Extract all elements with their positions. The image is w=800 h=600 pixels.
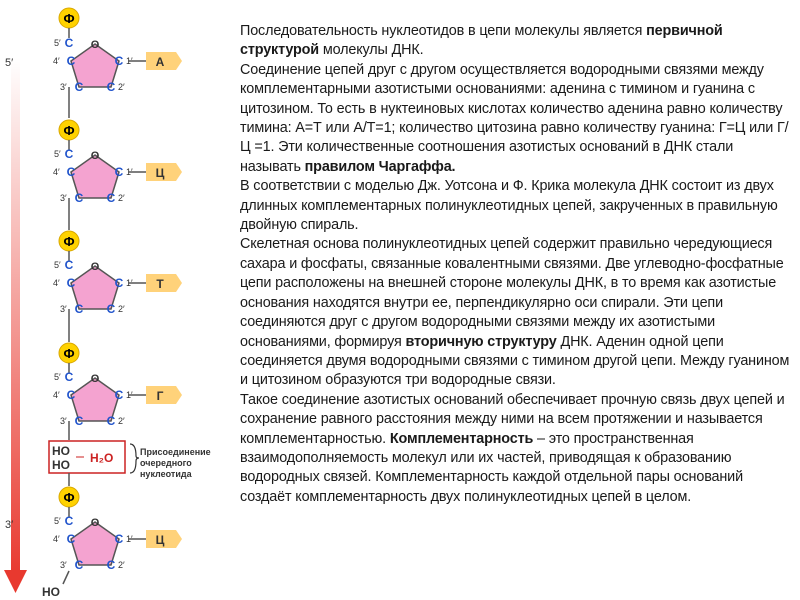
svg-text:Ф: Ф [63, 346, 75, 361]
nucleotide-chain-diagram [0, 0, 235, 600]
base-label: Г [156, 389, 164, 403]
svg-text:Ф: Ф [63, 490, 75, 505]
svg-text:3′: 3′ [60, 82, 67, 92]
c5-label: C [64, 36, 74, 50]
svg-text:нуклеотида: нуклеотида [140, 469, 192, 479]
phosphate-group [59, 487, 79, 507]
svg-text:3′: 3′ [60, 304, 67, 314]
svg-text:2′: 2′ [118, 82, 125, 92]
base-label: А [155, 55, 165, 69]
svg-text:O: O [90, 150, 100, 162]
svg-text:4′: 4′ [53, 56, 60, 66]
nucleotide-3 [53, 258, 182, 342]
base-tag [146, 386, 182, 404]
svg-text:C: C [106, 558, 116, 572]
svg-text:O: O [90, 373, 100, 385]
ho-top: HO [52, 444, 70, 458]
c2-label: C [106, 80, 116, 94]
svg-text:C: C [64, 258, 74, 272]
svg-text:2′: 2′ [118, 416, 125, 426]
paragraph-complementarity: Такое соединение азотистых оснований обеспечивает прочную связь двух цепей и сохранение равного расстояния между ними на всем протяжении и называется комплементарностью. Комплементарность – это пространственная взаимодополняемость молекул или их частей, приводящая к образованию водородных связей. Комплементарность каждой отдельной пары оснований создаёт комплементарность двух полинуклеотидных цепей в целом. [240, 391, 785, 505]
svg-text:1′: 1′ [126, 167, 133, 177]
direction-arrow [4, 58, 27, 593]
svg-text:C: C [66, 532, 76, 546]
svg-text:5′: 5′ [54, 38, 61, 48]
base-label: Т [156, 277, 164, 291]
svg-text:C: C [114, 532, 124, 546]
svg-text:C: C [66, 388, 76, 402]
paragraph-watson-crick: В соответствии с моделью Дж. Уотсона и Ф. Крика молекула ДНК состоит из двух длинных комплементарных полинуклеотидных цепей, закрученных в правильную двойную спираль. [240, 178, 778, 234]
paragraph-chargaff: Соединение цепей друг с другом осуществляется водородными связями между комплементарными азотистыми основаниями: аденина с тимином и гуанина с цитозином. То есть в нуктеиновых кислотах количество аденина равно количеству тимина: А=Т или А/Т=1; количество цитозина равно количеству гуанина: Г=Ц или Г/Ц =1. Эти количественные соотношения азотистых оснований в ДНК стали называть правилом Чаргаффа. [240, 61, 789, 175]
svg-text:C: C [64, 370, 74, 384]
phosphate-group [59, 231, 79, 251]
svg-text:1′: 1′ [126, 390, 133, 400]
nucleotide-1 [53, 36, 182, 118]
svg-text:C: C [64, 147, 74, 161]
ho-bottom: HO [52, 458, 70, 472]
phosphate-group [59, 120, 79, 140]
svg-text:O: O [90, 517, 100, 529]
svg-text:2′: 2′ [118, 304, 125, 314]
svg-text:C: C [74, 191, 84, 205]
svg-text:2′: 2′ [118, 560, 125, 570]
c4-label: C [66, 54, 76, 68]
svg-text:очередного: очередного [140, 458, 192, 468]
svg-text:C: C [114, 165, 124, 179]
nucleotide-4 [53, 370, 182, 440]
svg-text:5′: 5′ [54, 149, 61, 159]
svg-text:5′: 5′ [54, 516, 61, 526]
svg-text:4′: 4′ [53, 534, 60, 544]
svg-text:4′: 4′ [53, 278, 60, 288]
strand-3-label: 3′ [5, 519, 14, 531]
svg-text:3′: 3′ [60, 193, 67, 203]
svg-text:2′: 2′ [118, 193, 125, 203]
condensation-reaction [49, 441, 211, 479]
svg-text:1′: 1′ [126, 56, 133, 66]
base-label: Ц [155, 166, 165, 180]
paragraph-secondary-structure: Скелетная основа полинуклеотидных цепей содержит правильно чередующиеся сахара и фосфаты, связанные ковалентными связями. Две углеводно-фосфатные цепи расположены на внешней стороне молекулы ДНК, в то время как азотистые основания находятся внутри ее, перпендикулярно оси спирали. Эти цепи соединяются друг с другом водородными связями между их азотистыми основаниями, формируя вторичную структуру ДНК. Аденин одной цепи соединяется двумя водородными связями с тимином другой цепи. Между гуанином и цитозином образуются три водородные связи. [240, 236, 790, 389]
svg-text:C: C [106, 302, 116, 316]
svg-text:C: C [66, 276, 76, 290]
svg-text:Ф: Ф [63, 11, 75, 26]
paragraph-primary-structure: Последовательность нуклеотидов в цепи молекулы является первичной структурой молекулы ДНК. [240, 23, 723, 59]
svg-text:1′: 1′ [126, 534, 133, 544]
svg-text:Присоединение: Присоединение [140, 447, 211, 457]
svg-text:Ф: Ф [63, 123, 75, 138]
c3-label: C [74, 80, 84, 94]
svg-text:C: C [106, 414, 116, 428]
svg-text:4′: 4′ [53, 167, 60, 177]
svg-text:C: C [106, 191, 116, 205]
ho-end: HO [42, 585, 60, 599]
svg-text:C: C [114, 388, 124, 402]
svg-text:4′: 4′ [53, 390, 60, 400]
svg-text:C: C [64, 514, 74, 528]
svg-text:C: C [74, 302, 84, 316]
base-tag [146, 274, 182, 292]
water-label: H₂O [90, 451, 114, 465]
text-panel [240, 22, 796, 507]
phosphate-group [59, 8, 79, 28]
svg-text:Ф: Ф [63, 234, 75, 249]
svg-text:C: C [74, 558, 84, 572]
svg-text:C: C [114, 276, 124, 290]
svg-text:3′: 3′ [60, 416, 67, 426]
nucleotide-5 [42, 514, 182, 599]
svg-text:O: O [90, 261, 100, 273]
base-label: Ц [155, 533, 165, 547]
nucleotide-2 [53, 147, 182, 230]
c1-label: C [114, 54, 124, 68]
svg-text:1′: 1′ [126, 278, 133, 288]
oxygen-label: O [90, 39, 100, 51]
phosphate-group [59, 343, 79, 363]
strand-5-label: 5′ [5, 57, 14, 69]
svg-text:C: C [66, 165, 76, 179]
svg-text:5′: 5′ [54, 260, 61, 270]
svg-text:C: C [74, 414, 84, 428]
svg-text:5′: 5′ [54, 372, 61, 382]
svg-text:3′: 3′ [60, 560, 67, 570]
